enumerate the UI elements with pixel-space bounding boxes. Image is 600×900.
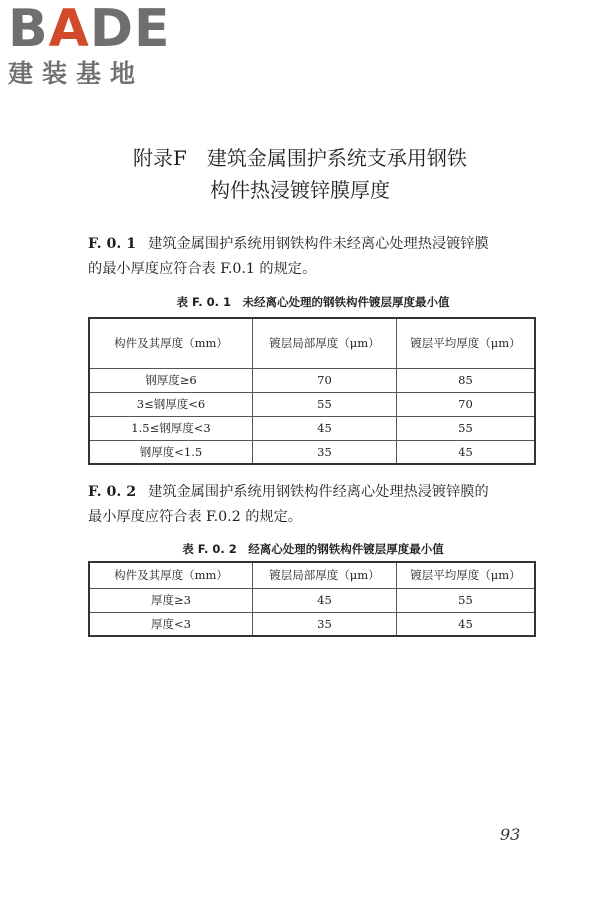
header-cell: 镀层局部厚度（μm） [253, 562, 397, 588]
header-cell: 构件及其厚度（mm） [89, 562, 253, 588]
header-cell: 构件及其厚度（mm） [89, 318, 253, 368]
table-cell: 35 [253, 440, 397, 464]
table-cell: 55 [397, 588, 536, 612]
table-cell: 45 [397, 612, 536, 636]
clause-text-line-2: 的最小厚度应符合表 F.0.1 的规定。 [88, 261, 317, 277]
clause-number: F. 0. 2 [88, 484, 137, 500]
clause-text-line-1: 建筑金属围护系统用钢铁构件未经离心处理热浸镀锌膜 [148, 236, 489, 252]
table-cell: 厚度<3 [89, 612, 253, 636]
table-row [89, 612, 535, 636]
header-cell: 镀层平均厚度（μm） [397, 562, 536, 588]
header-cell: 镀层局部厚度（μm） [253, 318, 397, 368]
table-row [89, 416, 535, 440]
table-caption: 表 F. 0. 2 经离心处理的钢铁构件镀层厚度最小值 [182, 542, 444, 556]
table-cell: 3≤钢厚度<6 [89, 392, 253, 416]
table-cell: 55 [253, 392, 397, 416]
table-cell: 55 [397, 416, 536, 440]
table-row [89, 368, 535, 392]
logo [8, 0, 183, 88]
table-header-row [89, 318, 535, 368]
table-cell: 45 [253, 416, 397, 440]
table-header-row [89, 562, 535, 588]
table-cell: 钢厚度<1.5 [89, 440, 253, 464]
appendix-title [0, 142, 600, 206]
page-number: 93 [500, 825, 521, 844]
title-line-1: 附录F 建筑金属围护系统支承用钢铁 [133, 146, 467, 170]
header-cell: 镀层平均厚度（μm） [397, 318, 536, 368]
table-cell: 厚度≥3 [89, 588, 253, 612]
table-cell: 钢厚度≥6 [89, 368, 253, 392]
table-cell: 35 [253, 612, 397, 636]
table-cell: 45 [397, 440, 536, 464]
logo-subtitle: 建装基地 [8, 59, 145, 88]
table-cell: 70 [397, 392, 536, 416]
clause-f02 [88, 480, 538, 530]
table-row [89, 440, 535, 464]
table-cell: 70 [253, 368, 397, 392]
table-f02 [88, 561, 536, 637]
title-line-2: 构件热浸镀锌膜厚度 [210, 178, 390, 202]
clause-f01 [88, 232, 538, 282]
clause-number: F. 0. 1 [88, 236, 137, 252]
logo-wordmark: BADE [8, 0, 171, 59]
clause-text-line-2: 最小厚度应符合表 F.0.2 的规定。 [88, 509, 302, 525]
table-row [89, 588, 535, 612]
table-row [89, 392, 535, 416]
table-f01 [88, 317, 536, 465]
table-cell: 1.5≤钢厚度<3 [89, 416, 253, 440]
table-caption: 表 F. 0. 1 未经离心处理的钢铁构件镀层厚度最小值 [176, 295, 450, 309]
table-cell: 85 [397, 368, 536, 392]
clause-text-line-1: 建筑金属围护系统用钢铁构件经离心处理热浸镀锌膜的 [148, 484, 489, 500]
table-cell: 45 [253, 588, 397, 612]
